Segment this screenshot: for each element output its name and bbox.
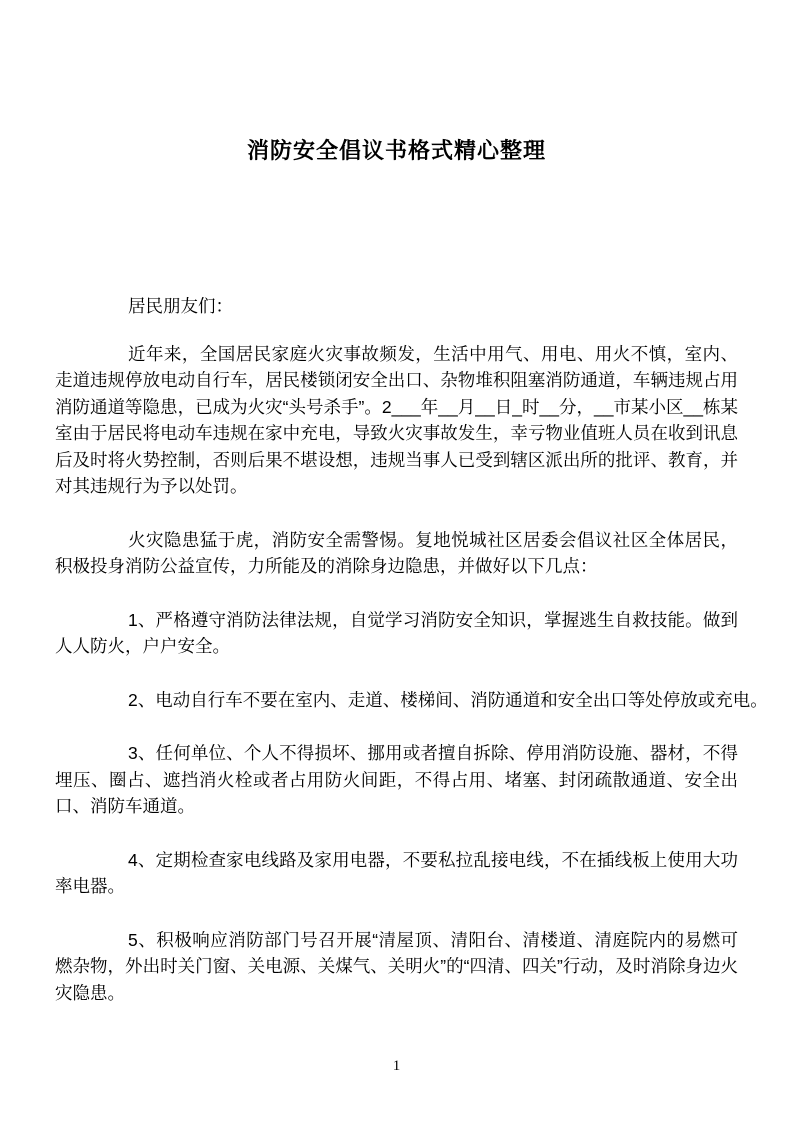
list-item-1: 1、严格遵守消防法律法规，自觉学习消防安全知识，掌握逃生自救技能。做到人人防火，户户安全。	[55, 609, 738, 656]
page-number: 1	[392, 1058, 401, 1074]
list-item-3: 3、任何单位、个人不得损坏、挪用或者擅自拆除、停用消防设施、器材，不得埋压、圈占、遮挡消火栓或者占用防火间距，不得占用、堵塞、封闭疏散通道、安全出口、消防车通道。	[55, 743, 738, 816]
salutation: 居民朋友们：	[128, 296, 233, 316]
paragraph-committee-appeal: 火灾隐患猛于虎，消防安全需警惕。复地悦城社区居委会倡议社区全体居民，积极投身消防公益宣传，力所能及的消除身边隐患，并做好以下几点：	[55, 529, 738, 576]
list-item-4: 4、定期检查家电线路及家用电器，不要私拉乱接电线，不在插线板上使用大功率电器。	[55, 849, 738, 896]
list-item-2: 2、电动自行车不要在室内、走道、楼梯间、消防通道和安全出口等处停放或充电。	[128, 689, 768, 710]
paragraph-incident-intro: 近年来，全国居民家庭火灾事故频发，生活中用气、用电、用火不慎，室内、走道违规停放电动自行车，居民楼锁闭安全出口、杂物堆积阻塞消防通道，车辆违规占用消防通道等隐患，已成为火灾“头号杀手”。2___年__月__日_时__分，__市某小区__栋某室由于居民将电动车违规在家中充电，导致火灾事故发生，幸亏物业值班人员在收到讯息后及时将火势控制，否则后果不堪设想，违规当事人已受到辖区派出所的批评、教育，并对其违规行为予以处罚。	[55, 343, 738, 496]
list-item-5: 5、积极响应消防部门号召开展“清屋顶、清阳台、清楼道、清庭院内的易燃可燃杂物，外出时关门窗、关电源、关煤气、关明火”的“四清、四关”行动，及时消除身边火灾隐患。	[55, 929, 738, 1003]
document-title: 消防安全倡议书格式精心整理	[246, 138, 546, 163]
